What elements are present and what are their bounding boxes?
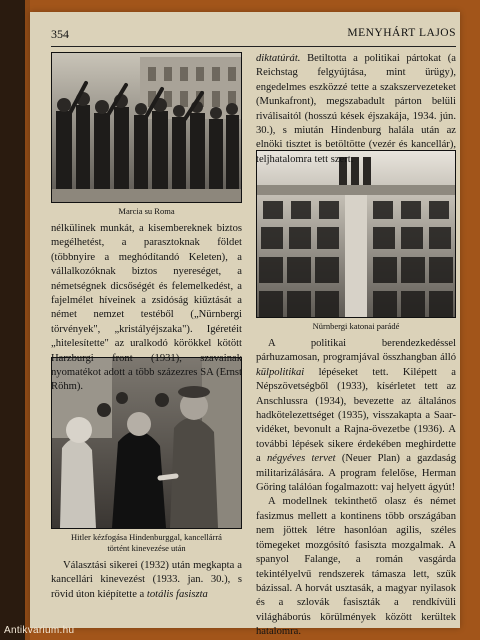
caption-marcia-su-roma: Marcia su Roma (118, 206, 175, 216)
italic-totalis-fasiszta: totális fasiszta (146, 588, 208, 600)
right-column-text-2 (256, 337, 456, 638)
watermark-text: Antikvarium.hu (4, 625, 75, 636)
paragraph-right-2: A politikai berendezkedéssel párhuzamosan, programjával összhangban álló külpolitikai lépéseket tett. Kilépett a Népszövetségből (1933), kísérletet tett az Anschlussra (1934), bevezette az általános hadkötelezettséget (1935), visszakapta a Saar-vidéket, bevonult a Rajna-övezetbe (1936). A további lépések sikere érdekében meghirdette a négyéves tervet (Neuer Plan) a gazdaság militarizálására. A program felelőse, Herman Göring találóan fogalmazott: vaj helyett ágyút! (256, 338, 456, 494)
page-number: 354 (51, 27, 69, 41)
page-header (51, 24, 456, 47)
caption-hitler-hindenburg-line2: történt kinevezése után (107, 543, 186, 553)
figure-nurnberg-parade (256, 150, 456, 334)
figure-marcia-su-roma (51, 52, 242, 217)
march-on-rome-image (52, 53, 241, 202)
paragraph-left-1: nélkülinek munkát, a kisembereknek biztos megélhetést, a parasztoknak földet (többnyire a meghódítandó Keleten), a vállalkozóknak biztos nyereséget, a németségnek dicsőségét és felemelkedést, a fajelmélet híveinek a zsidóság kiűztását a német nemzet testéből („Nürnbergi törvények", „kristályéjszaka"). Igéretéit „hitelesítette" az uralkodó körökkel kötött Harzburgi front (1931), szavainak nyomatékot adott a több százezres SA (Ernst Röhm). (51, 223, 242, 393)
photo-nurnberg-parade (256, 150, 456, 318)
paragraph-right-3: A modellnek tekinthető olasz és német fasizmus mellett a kontinens több országában nem jöttek létre hasonlóan agilis, széles tömegeket mozgósító fasiszta mozgalmak. A spanyol Falange, a román vasgárda tekintélyelvű rendszerek támasza lett, szűk bázissal. A horvát usztasák, a magyar nyilasok és a szlovák fasiszták a rendkívüli világháborús körülmények között kerültek hatalomra. (256, 496, 456, 638)
caption-hitler-hindenburg-line1: Hitler kézfogása Hindenburggal, kancellárrá (71, 532, 222, 542)
nurnberg-parade-image (257, 151, 455, 317)
left-column-text-2 (51, 559, 242, 621)
italic-diktaturat: diktatúrát. (256, 53, 301, 64)
left-column-text-1 (51, 222, 242, 393)
paragraph-left-2: Választási sikerei (1932) után megkapta a kancellári kinevezést (1933. jan. 30.), s rövid úton kiépítette a totális fasiszta (51, 560, 242, 600)
running-title: MENYHÁRT LAJOS (347, 27, 456, 39)
right-column-text-1 (256, 52, 456, 165)
caption-nurnberg-parade: Nürnbergi katonai parádé (312, 321, 400, 331)
photo-march-on-rome (51, 52, 242, 203)
paragraph-right-1: diktatúrát. Betiltotta a politikai pártokat (a Reichstag felgyújtása, mint ürügy), engedelmes eszközzé tette a szakszervezeteket (Munkafront), megszabadult párton belüli riválisaitól (hosszú kések éjszakája, 1934. jún. 30.), s miután Hindenburg halála után az elnöki tisztet is betöltötte (vezér és kancellár), teljhatalomra tett szert. (256, 53, 456, 165)
